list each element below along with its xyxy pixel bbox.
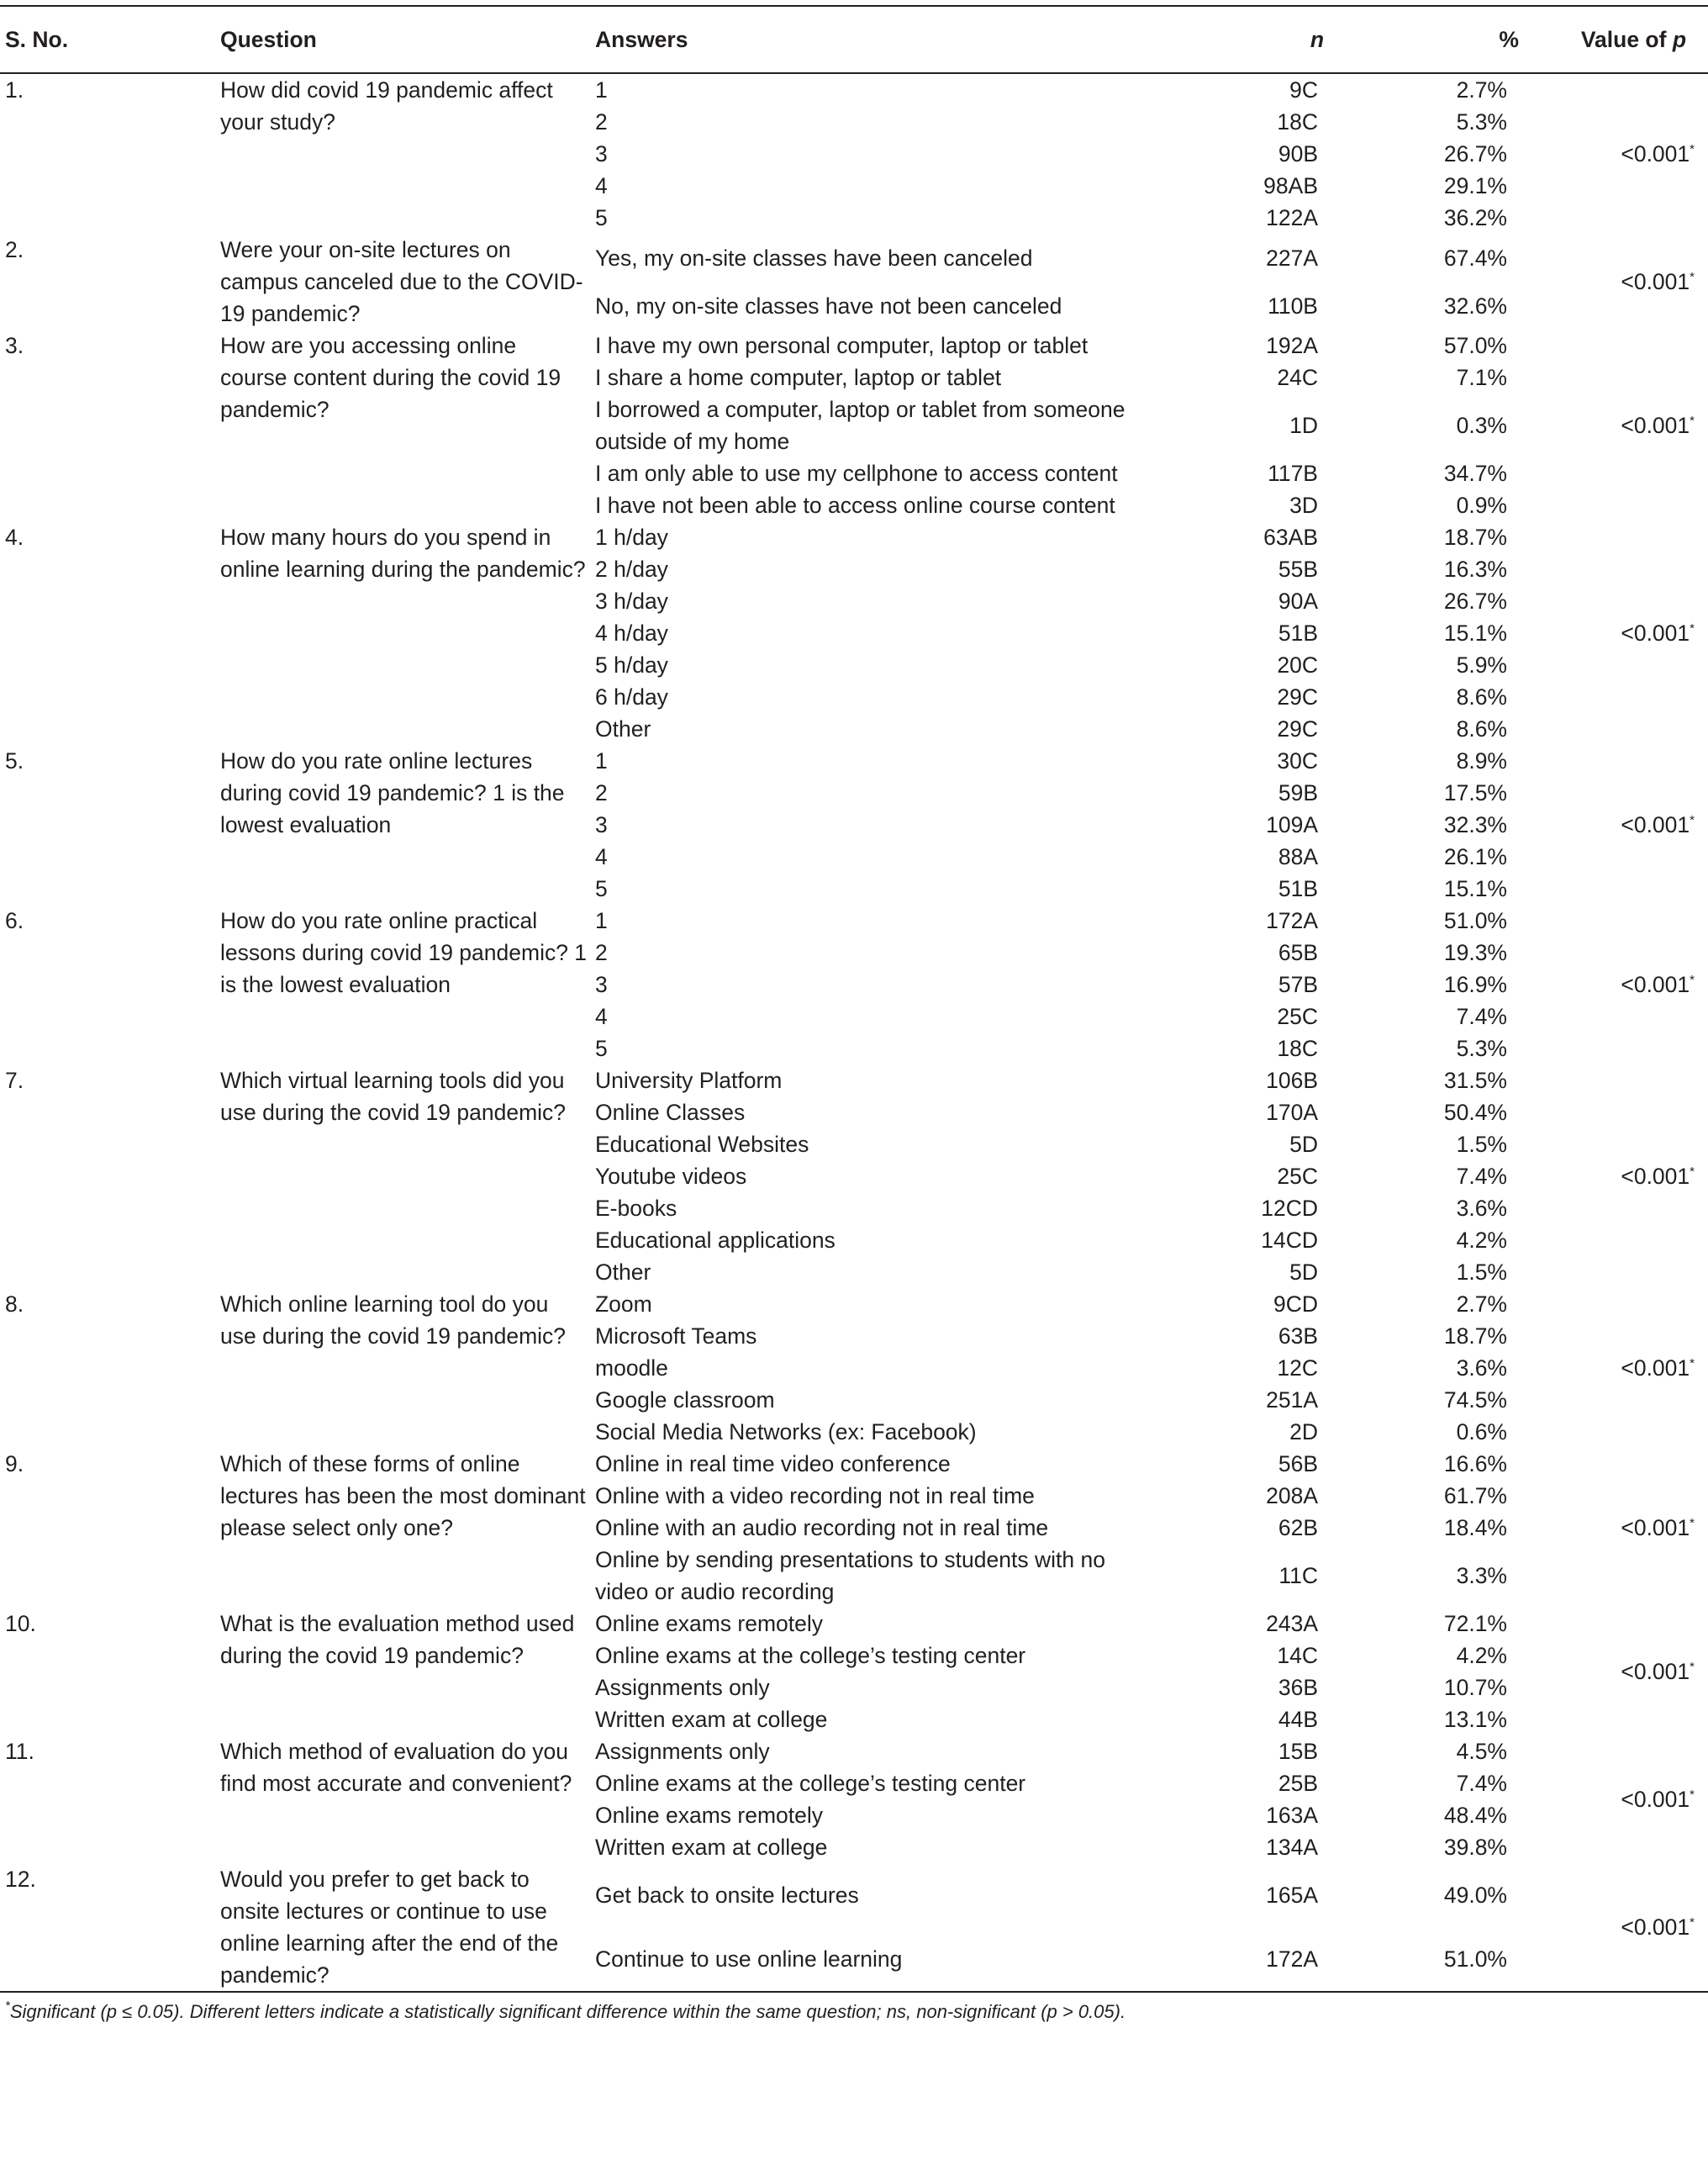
answer-percent: 3.6% <box>1456 1196 1507 1221</box>
answer-text: No, my on-site classes have not been canceled <box>595 293 1062 319</box>
answer-percent: 16.9% <box>1443 972 1507 997</box>
table-row <box>0 330 1708 362</box>
answer-count: 227A <box>1266 245 1318 271</box>
question-number: 9. <box>5 1451 24 1476</box>
answer-text: 1 <box>595 908 608 933</box>
answer-count: 90B <box>1278 141 1318 166</box>
answer-count: 5D <box>1289 1132 1318 1157</box>
answer-percent: 7.4% <box>1456 1004 1507 1029</box>
answer-text: Continue to use online learning <box>595 1946 903 1972</box>
answer-count: 63AB <box>1263 525 1318 550</box>
p-value <box>1539 73 1708 234</box>
answer-count: 59B <box>1278 780 1318 805</box>
answer-percent: 3.3% <box>1456 1563 1507 1588</box>
answer-percent: 13.1% <box>1443 1707 1507 1732</box>
answer-percent: 16.3% <box>1443 557 1507 582</box>
answer-text: Online exams remotely <box>595 1803 823 1828</box>
p-value <box>1539 1288 1708 1448</box>
answer-percent: 4.2% <box>1456 1643 1507 1668</box>
answer-percent: 1.5% <box>1456 1260 1507 1285</box>
answer-text: Online exams at the college’s testing center <box>595 1771 1026 1796</box>
question-text: Which of these forms of online lectures has been the most dominant please select only one? <box>220 1451 586 1540</box>
answer-percent: 51.0% <box>1443 908 1507 933</box>
answer-percent: 18.4% <box>1443 1515 1507 1540</box>
answer-count: 9C <box>1289 77 1318 103</box>
answer-text: 2 <box>595 940 608 965</box>
answer-percent: 18.7% <box>1443 525 1507 550</box>
answer-percent: 26.1% <box>1443 844 1507 869</box>
answer-percent: 0.3% <box>1456 413 1507 438</box>
answer-count: 243A <box>1266 1611 1318 1636</box>
answer-text: 6 h/day <box>595 684 668 710</box>
table-row <box>0 73 1708 106</box>
significance-mark: * <box>1690 414 1695 428</box>
answer-count: 192A <box>1266 333 1318 358</box>
answer-percent: 32.3% <box>1443 812 1507 837</box>
answer-text: Get back to onsite lectures <box>595 1882 859 1908</box>
question-text: How are you accessing online course content during the covid 19 pandemic? <box>220 333 561 422</box>
table-footer <box>0 1992 1708 2025</box>
footnote-mark: * <box>5 1999 10 2013</box>
answer-count: 9CD <box>1273 1291 1318 1317</box>
answer-text: Zoom <box>595 1291 652 1317</box>
answer-text: Assignments only <box>595 1739 770 1764</box>
answer-text: 5 <box>595 1036 608 1061</box>
answer-text: Online exams remotely <box>595 1611 823 1636</box>
header-percent <box>1333 6 1539 73</box>
table-row <box>0 1288 1708 1320</box>
answer-percent: 36.2% <box>1443 205 1507 230</box>
table-row <box>0 905 1708 937</box>
significance-mark: * <box>1690 973 1695 987</box>
answer-percent: 74.5% <box>1443 1387 1507 1413</box>
significance-mark: * <box>1690 1788 1695 1802</box>
answer-percent: 0.9% <box>1456 493 1507 518</box>
answer-text: 1 <box>595 748 608 774</box>
answer-count: 29C <box>1277 716 1318 742</box>
significance-mark: * <box>1690 1164 1695 1179</box>
significance-mark: * <box>1690 813 1695 827</box>
header-sno: S. No. <box>0 6 220 73</box>
answer-percent: 57.0% <box>1443 333 1507 358</box>
answer-percent: 39.8% <box>1443 1835 1507 1860</box>
header-p-value <box>1539 6 1708 73</box>
answer-percent: 34.7% <box>1443 461 1507 486</box>
question-number: 4. <box>5 525 24 550</box>
question-text: Which virtual learning tools did you use during the covid 19 pandemic? <box>220 1068 567 1125</box>
answer-text: 3 h/day <box>595 589 668 614</box>
answer-text: Google classroom <box>595 1387 775 1413</box>
question-number: 10. <box>5 1611 36 1636</box>
answer-percent: 4.2% <box>1456 1228 1507 1253</box>
answer-text: 4 <box>595 1004 608 1029</box>
answer-text: Educational applications <box>595 1228 836 1253</box>
answer-percent: 18.7% <box>1443 1323 1507 1349</box>
p-value <box>1539 1863 1708 1992</box>
table-row <box>0 521 1708 553</box>
answer-count: 251A <box>1266 1387 1318 1413</box>
p-value-text: <0.001 <box>1621 1914 1690 1940</box>
answer-text: 2 h/day <box>595 557 668 582</box>
p-value-text: <0.001 <box>1621 269 1690 294</box>
answer-text: Other <box>595 1260 651 1285</box>
answer-count: 12C <box>1277 1355 1318 1381</box>
answer-count: 55B <box>1278 557 1318 582</box>
answer-count: 18C <box>1277 109 1318 135</box>
answer-count: 18C <box>1277 1036 1318 1061</box>
answer-percent: 5.3% <box>1456 1036 1507 1061</box>
header-row <box>0 6 1708 73</box>
question-number: 1. <box>5 77 24 103</box>
p-value <box>1539 905 1708 1064</box>
table-row <box>0 1863 1708 1927</box>
answer-count: 25C <box>1277 1164 1318 1189</box>
answer-text: Microsoft Teams <box>595 1323 757 1349</box>
answer-text: 1 h/day <box>595 525 668 550</box>
question-text: How do you rate online practical lessons during covid 19 pandemic? 1 is the lowest evaluation <box>220 908 588 997</box>
answer-count: 1D <box>1289 413 1318 438</box>
answer-text: I have my own personal computer, laptop or tablet <box>595 333 1089 358</box>
answer-text: 1 <box>595 77 608 103</box>
answer-count: 98AB <box>1263 173 1318 198</box>
question-number: 2. <box>5 237 24 262</box>
footnote <box>0 1992 1708 2025</box>
answer-percent: 48.4% <box>1443 1803 1507 1828</box>
question-number: 11. <box>5 1739 34 1764</box>
question-text: Which online learning tool do you use during the covid 19 pandemic? <box>220 1291 567 1349</box>
p-value-text: <0.001 <box>1621 141 1690 166</box>
answer-percent: 50.4% <box>1443 1100 1507 1125</box>
answer-text: Online by sending presentations to students with no video or audio recording <box>595 1547 1105 1604</box>
answer-percent: 4.5% <box>1456 1739 1507 1764</box>
answer-percent: 15.1% <box>1443 876 1507 901</box>
answer-text: I share a home computer, laptop or tablet <box>595 365 1002 390</box>
answer-count: 134A <box>1266 1835 1318 1860</box>
answer-text: Educational Websites <box>595 1132 809 1157</box>
question-text: How do you rate online lectures during covid 19 pandemic? 1 is the lowest evaluation <box>220 748 565 837</box>
answer-percent: 67.4% <box>1443 245 1507 271</box>
answer-count: 117B <box>1268 461 1318 486</box>
answer-count: 3D <box>1289 493 1318 518</box>
significance-mark: * <box>1690 621 1695 636</box>
p-value-text: <0.001 <box>1621 1787 1690 1812</box>
answer-percent: 32.6% <box>1443 293 1507 319</box>
answer-text: Online Classes <box>595 1100 746 1125</box>
answer-percent: 7.1% <box>1456 365 1507 390</box>
answer-count: 15B <box>1278 1739 1318 1764</box>
answer-percent: 8.6% <box>1456 716 1507 742</box>
answer-count: 25B <box>1278 1771 1318 1796</box>
answer-percent: 51.0% <box>1443 1946 1507 1972</box>
header-percent-label: % <box>1499 26 1519 52</box>
question-number: 8. <box>5 1291 24 1317</box>
answer-text: University Platform <box>595 1068 783 1093</box>
answer-text: 4 h/day <box>595 621 668 646</box>
answer-text: moodle <box>595 1355 668 1381</box>
answer-count: 24C <box>1277 365 1318 390</box>
answer-text: 4 <box>595 844 608 869</box>
answer-count: 88A <box>1278 844 1318 869</box>
answer-text: I borrowed a computer, laptop or tablet from someone outside of my home <box>595 397 1125 454</box>
question-number: 3. <box>5 333 24 358</box>
p-value-text: <0.001 <box>1621 1164 1690 1189</box>
answer-count: 65B <box>1278 940 1318 965</box>
answer-count: 14C <box>1277 1643 1318 1668</box>
header-question: Question <box>220 6 595 73</box>
answer-text: Online exams at the college’s testing center <box>595 1643 1026 1668</box>
question-text: What is the evaluation method used during the covid 19 pandemic? <box>220 1611 575 1668</box>
footnote-row <box>0 1992 1708 2025</box>
p-value <box>1539 521 1708 745</box>
answer-count: 2D <box>1289 1419 1318 1444</box>
answer-text: Written exam at college <box>595 1707 828 1732</box>
answer-percent: 29.1% <box>1443 173 1507 198</box>
answer-count: 11C <box>1278 1563 1318 1588</box>
answer-text: Online in real time video conference <box>595 1451 951 1476</box>
answer-percent: 3.6% <box>1456 1355 1507 1381</box>
p-value <box>1539 330 1708 521</box>
p-value <box>1539 745 1708 905</box>
p-value-text: <0.001 <box>1621 1659 1690 1684</box>
answer-percent: 31.5% <box>1443 1068 1507 1093</box>
answer-count: 5D <box>1289 1260 1318 1285</box>
answer-percent: 19.3% <box>1443 940 1507 965</box>
footnote-text: Significant (p ≤ 0.05). Different letters indicate a statistically significant difference within the same question; ns, non-significant (p > 0.05). <box>9 2001 1126 2022</box>
p-value-text: <0.001 <box>1621 1355 1690 1381</box>
p-value <box>1539 234 1708 330</box>
answer-percent: 61.7% <box>1443 1483 1507 1508</box>
p-value <box>1539 1735 1708 1863</box>
answer-text: 5 <box>595 876 608 901</box>
answer-count: 109A <box>1266 812 1318 837</box>
significance-mark: * <box>1690 1516 1695 1530</box>
significance-mark: * <box>1690 142 1695 156</box>
p-value <box>1539 1608 1708 1735</box>
answer-count: 172A <box>1266 1946 1318 1972</box>
p-value-text: <0.001 <box>1621 413 1690 438</box>
header-answers: Answers <box>595 6 1148 73</box>
header-p-prefix: Value of <box>1580 26 1673 52</box>
header-n <box>1148 6 1333 73</box>
significance-mark: * <box>1690 1660 1695 1674</box>
p-value <box>1539 1448 1708 1608</box>
answer-count: 14CD <box>1261 1228 1318 1253</box>
answer-count: 208A <box>1266 1483 1318 1508</box>
answer-count: 25C <box>1277 1004 1318 1029</box>
answer-count: 106B <box>1266 1068 1318 1093</box>
answer-count: 165A <box>1266 1882 1318 1908</box>
answer-count: 51B <box>1278 876 1318 901</box>
answer-count: 122A <box>1266 205 1318 230</box>
answer-percent: 8.6% <box>1456 684 1507 710</box>
answer-percent: 7.4% <box>1456 1164 1507 1189</box>
answer-text: 2 <box>595 780 608 805</box>
table-row <box>0 1064 1708 1096</box>
table-row <box>0 1608 1708 1640</box>
answer-percent: 5.9% <box>1456 652 1507 678</box>
answer-count: 44B <box>1278 1707 1318 1732</box>
header-n-label: n <box>1310 26 1324 52</box>
significance-mark: * <box>1690 270 1695 284</box>
table-row <box>0 1735 1708 1767</box>
question-number: 12. <box>5 1867 36 1892</box>
table-row <box>0 745 1708 777</box>
answer-count: 29C <box>1277 684 1318 710</box>
answer-text: 2 <box>595 109 608 135</box>
question-text: Were your on-site lectures on campus canceled due to the COVID-19 pandemic? <box>220 237 583 326</box>
answer-text: 3 <box>595 812 608 837</box>
answer-text: I have not been able to access online course content <box>595 493 1115 518</box>
question-text: Which method of evaluation do you find most accurate and convenient? <box>220 1739 572 1796</box>
answer-text: 5 <box>595 205 608 230</box>
answer-count: 170A <box>1266 1100 1318 1125</box>
answer-count: 110B <box>1268 293 1318 319</box>
answer-percent: 26.7% <box>1443 141 1507 166</box>
answer-percent: 10.7% <box>1443 1675 1507 1700</box>
question-number: 6. <box>5 908 24 933</box>
p-value-text: <0.001 <box>1621 812 1690 837</box>
answer-count: 63B <box>1278 1323 1318 1349</box>
answer-text: Social Media Networks (ex: Facebook) <box>595 1419 977 1444</box>
answer-text: 5 h/day <box>595 652 668 678</box>
answer-percent: 26.7% <box>1443 589 1507 614</box>
answer-text: 3 <box>595 972 608 997</box>
p-value-text: <0.001 <box>1621 621 1690 646</box>
question-text: How many hours do you spend in online learning during the pandemic? <box>220 525 586 582</box>
answer-text: I am only able to use my cellphone to access content <box>595 461 1118 486</box>
answer-count: 62B <box>1278 1515 1318 1540</box>
answer-count: 56B <box>1278 1451 1318 1476</box>
answer-count: 36B <box>1278 1675 1318 1700</box>
table-row <box>0 234 1708 282</box>
question-text: How did covid 19 pandemic affect your study? <box>220 77 553 135</box>
answer-count: 90A <box>1278 589 1318 614</box>
answer-percent: 1.5% <box>1456 1132 1507 1157</box>
question-text: Would you prefer to get back to onsite lectures or continue to use online learning after the end of the pandemic? <box>220 1867 559 1988</box>
answer-percent: 2.7% <box>1456 1291 1507 1317</box>
answer-text: Online with a video recording not in real time <box>595 1483 1035 1508</box>
answer-percent: 2.7% <box>1456 77 1507 103</box>
answer-text: E-books <box>595 1196 677 1221</box>
significance-mark: * <box>1690 1915 1695 1930</box>
header-p-variable: p <box>1672 26 1686 52</box>
answer-percent: 17.5% <box>1443 780 1507 805</box>
answer-percent: 72.1% <box>1443 1611 1507 1636</box>
table-header <box>0 6 1708 73</box>
p-value-text: <0.001 <box>1621 1515 1690 1540</box>
answer-text: Assignments only <box>595 1675 770 1700</box>
p-value-text: <0.001 <box>1621 972 1690 997</box>
answer-count: 57B <box>1278 972 1318 997</box>
answer-text: Online with an audio recording not in real time <box>595 1515 1049 1540</box>
answer-text: 4 <box>595 173 608 198</box>
answer-percent: 16.6% <box>1443 1451 1507 1476</box>
answer-count: 12CD <box>1261 1196 1318 1221</box>
answer-count: 20C <box>1277 652 1318 678</box>
answer-text: 3 <box>595 141 608 166</box>
significance-mark: * <box>1690 1356 1695 1370</box>
answer-count: 163A <box>1266 1803 1318 1828</box>
answer-percent: 49.0% <box>1443 1882 1507 1908</box>
answer-text: Youtube videos <box>595 1164 747 1189</box>
answer-count: 51B <box>1278 621 1318 646</box>
answer-percent: 5.3% <box>1456 109 1507 135</box>
question-number: 5. <box>5 748 24 774</box>
answer-text: Written exam at college <box>595 1835 828 1860</box>
answer-text: Yes, my on-site classes have been canceled <box>595 245 1033 271</box>
answer-percent: 8.9% <box>1456 748 1507 774</box>
p-value <box>1539 1064 1708 1288</box>
answer-count: 30C <box>1277 748 1318 774</box>
answer-count: 172A <box>1266 908 1318 933</box>
question-number: 7. <box>5 1068 24 1093</box>
answer-percent: 7.4% <box>1456 1771 1507 1796</box>
answer-percent: 15.1% <box>1443 621 1507 646</box>
table-row <box>0 1448 1708 1480</box>
answer-text: Other <box>595 716 651 742</box>
answer-percent: 0.6% <box>1456 1419 1507 1444</box>
table-body <box>0 73 1708 1992</box>
results-table <box>0 5 1708 2025</box>
